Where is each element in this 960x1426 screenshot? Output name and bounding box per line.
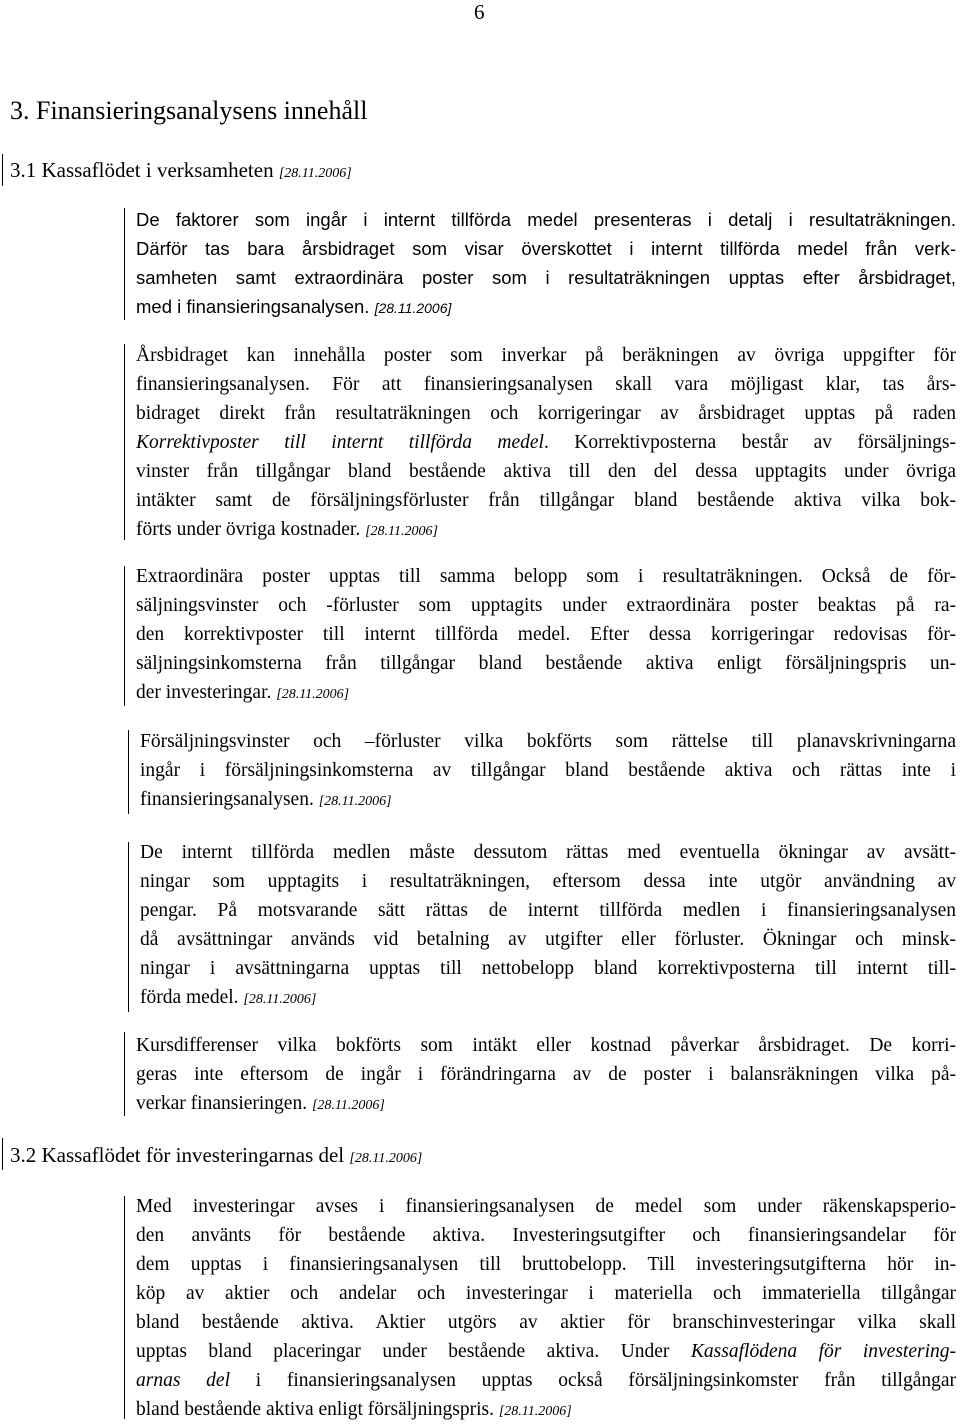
revision-bar [2, 1138, 3, 1170]
text-line: ingår i försäljningsinkomsterna av tillgångar bland bestående aktiva och rättas inte i [140, 760, 956, 781]
text-line: finansieringsanalysen. För att finansieringsanalysen skall vara möjligast klar, tas års- [136, 374, 956, 395]
text-line: bidraget direkt från resultaträkningen och korrigeringar av årsbidraget upptas på raden [136, 403, 956, 424]
text-line: bland bestående aktiva. Aktier utgörs av aktier för branschinvesteringar vilka skall [136, 1312, 956, 1333]
revision-date: [28.11.2006] [365, 524, 438, 539]
revision-bar [128, 730, 129, 814]
text-line: geras inte eftersom de ingår i förändringarna av de poster i balansräkningen vilka på- [136, 1064, 956, 1085]
text-line: Extraordinära poster upptas till samma belopp som i resultaträkningen. Också de för- [136, 566, 956, 587]
text-line: den korrektivposter till internt tillförda medel. Efter dessa korrigeringar redovisas för- [136, 624, 956, 645]
paragraph [136, 1192, 956, 1426]
revision-date: [28.11.2006] [278, 166, 352, 181]
paragraph [136, 205, 956, 323]
text-line: då avsättningar används vid betalning av utgifter eller förluster. Ökningar och minsk- [140, 929, 956, 950]
section-title: 3.1 Kassaflödet i verksamheten [10, 158, 274, 182]
revision-date: [28.11.2006] [318, 794, 392, 809]
text-line: finansieringsanalysen. [28.11.2006] [140, 789, 392, 810]
page-number: 6 [474, 0, 485, 24]
text-line: De faktorer som ingår i internt tillförda medel presenteras i detalj i resultaträkningen. [136, 209, 956, 230]
section-title: 3.2 Kassaflödet för investeringarnas del [10, 1143, 345, 1167]
paragraph [136, 562, 956, 709]
revision-bar [128, 842, 129, 1012]
text-line: köp av aktier och andelar och investeringar i materiella och immateriella tillgångar [136, 1283, 956, 1304]
text-line: förda medel. [28.11.2006] [140, 987, 317, 1008]
text-line: ningar i avsättningarna upptas till nettobelopp bland korrektivposterna till internt till- [140, 958, 956, 979]
text-line: förts under övriga kostnader. [28.11.2006] [136, 519, 438, 540]
revision-bar [124, 208, 125, 320]
revision-date: [28.11.2006] [349, 1151, 423, 1166]
text-line: Årsbidraget kan innehålla poster som inverkar på beräkningen av övriga uppgifter för [136, 345, 956, 366]
revision-bar [124, 566, 125, 706]
text-line: verkar finansieringen. [28.11.2006] [136, 1093, 385, 1114]
text-line: bland bestående aktiva enligt försäljningspris. [28.11.2006] [136, 1399, 572, 1420]
revision-date: [28.11.2006] [498, 1404, 572, 1419]
text-line: Med investeringar avses i finansieringsanalysen de medel som under räkenskapsperio- [136, 1196, 956, 1217]
text-line: Kursdifferenser vilka bokförts som intäkt eller kostnad påverkar årsbidraget. De korri- [136, 1035, 956, 1056]
text-line: upptas bland placeringar under bestående aktiva. Under Kassaflödena för investering- [136, 1341, 956, 1362]
text-line: samheten samt extraordinära poster som i resultaträkningen upptas efter årsbidraget, [136, 267, 956, 288]
text-line: De internt tillförda medlen måste dessutom rättas med eventuella ökningar av avsätt- [140, 842, 956, 863]
paragraph [136, 341, 956, 546]
text-line: ningar som upptagits i resultaträkningen, eftersom dessa inte utgör användning av [140, 871, 956, 892]
revision-date: [28.11.2006] [276, 687, 350, 702]
text-line: Försäljningsvinster och –förluster vilka bokförts som rättelse till planavskrivningarna [140, 731, 956, 752]
text-line: säljningsinkomsterna från tillgångar bland bestående aktiva enligt försäljningspris un- [136, 653, 956, 674]
revision-bar [124, 1032, 125, 1116]
text-line: vinster från tillgångar bland bestående aktiva till den del dessa upptagits under övriga [136, 461, 956, 482]
text-line: den använts för bestående aktiva. Investeringsutgifter och finansieringsandelar för [136, 1225, 956, 1246]
text-line: arnas del i finansieringsanalysen upptas också försäljningsinkomster från tillgångar [136, 1370, 957, 1391]
paragraph [136, 1031, 956, 1120]
text-line: säljningsvinster och -förluster som upptagits under extraordinära poster beaktas på ra- [136, 595, 956, 616]
text-line: dem upptas i finansieringsanalysen till bruttobelopp. Till investeringsutgifterna hör in- [136, 1254, 956, 1275]
text-line: intäkter samt de försäljningsförluster från tillgångar bland bestående aktiva vilka bok- [136, 490, 956, 511]
paragraph [140, 727, 956, 816]
section-heading-3-2 [10, 1143, 422, 1168]
revision-bar [2, 154, 3, 186]
text-line: Därför tas bara årsbidraget som visar överskottet i internt tillförda medel från verk- [136, 238, 956, 259]
section-heading-3-1 [10, 158, 352, 183]
text-line: pengar. På motsvarande sätt rättas de internt tillförda medlen i finansieringsanalysen [140, 900, 956, 921]
revision-bar [124, 1196, 125, 1419]
text-line: der investeringar. [28.11.2006] [136, 682, 350, 703]
main-heading: 3. Finansieringsanalysens innehåll [10, 96, 368, 125]
revision-date: [28.11.2006] [374, 300, 452, 316]
text-line: med i finansieringsanalysen. [28.11.2006] [136, 296, 452, 317]
revision-date: [28.11.2006] [243, 992, 317, 1007]
paragraph [140, 838, 956, 1014]
revision-bar [124, 344, 125, 540]
text-line: Korrektivposter till internt tillförda medel. Korrektivposterna består av försäljnings- [136, 432, 956, 453]
revision-date: [28.11.2006] [311, 1098, 385, 1113]
